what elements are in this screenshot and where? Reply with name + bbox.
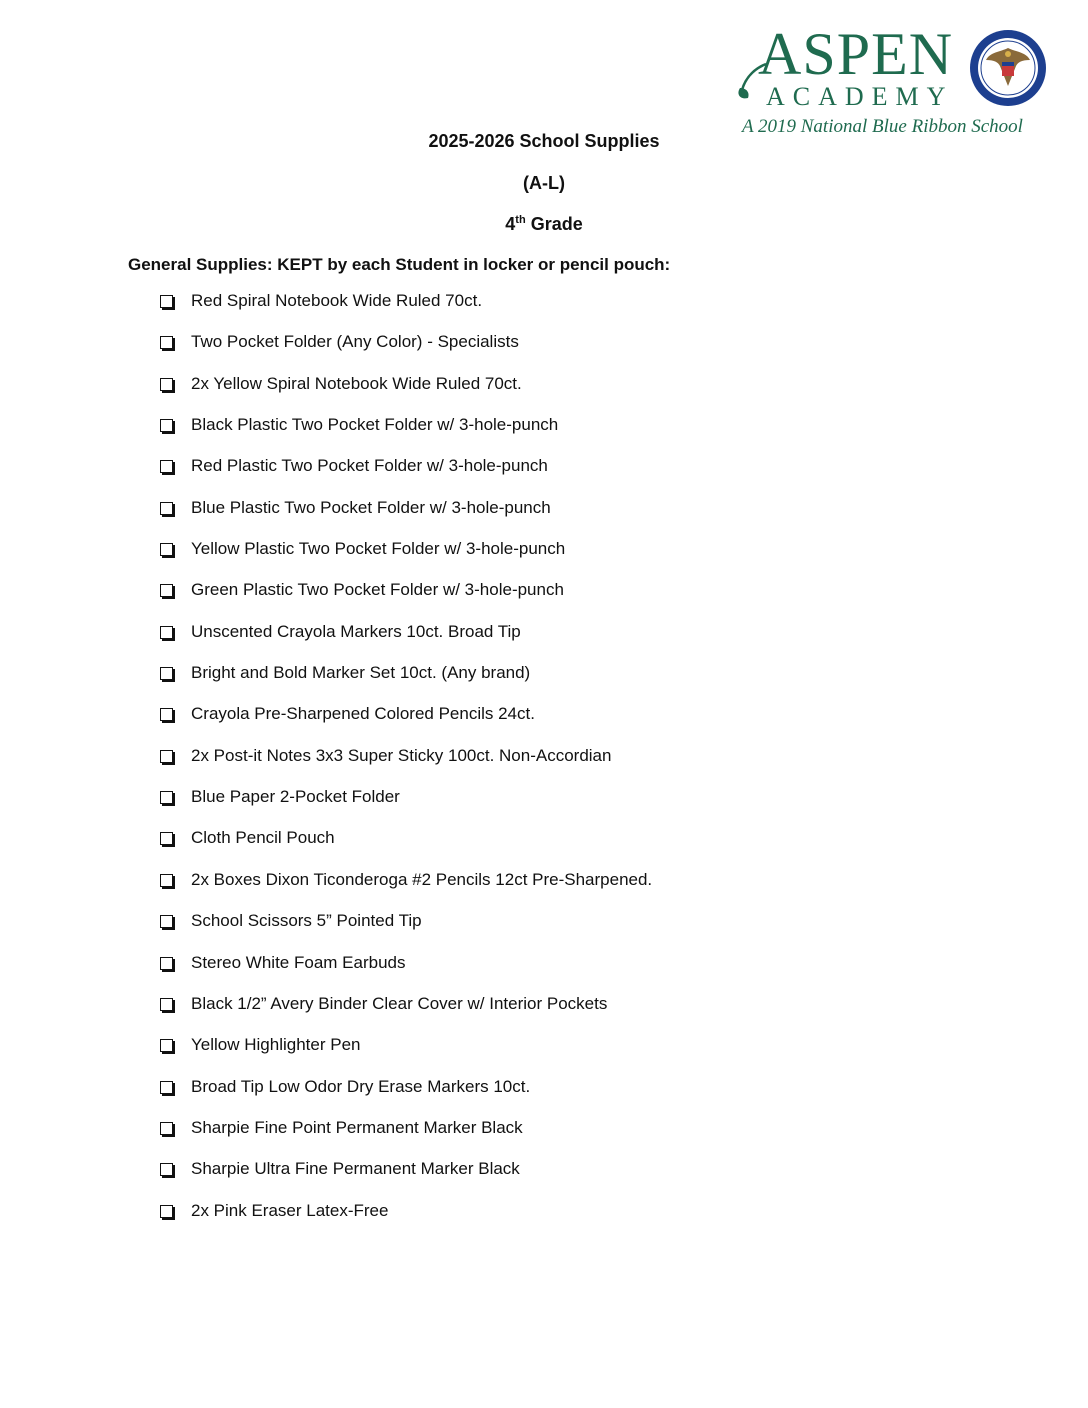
supply-item-label: 2x Pink Eraser Latex-Free bbox=[191, 1200, 389, 1220]
list-item bbox=[160, 909, 652, 950]
supply-item-label: School Scissors 5” Pointed Tip bbox=[191, 911, 422, 931]
checkbox-icon bbox=[160, 957, 173, 970]
supply-item-label: Broad Tip Low Odor Dry Erase Markers 10ct. bbox=[191, 1076, 531, 1096]
supply-item-label: Red Spiral Notebook Wide Ruled 70ct. bbox=[191, 291, 483, 310]
list-item bbox=[160, 372, 652, 413]
list-item bbox=[160, 289, 652, 330]
checkbox-icon bbox=[160, 584, 173, 597]
supply-item-label: Two Pocket Folder (Any Color) - Specialists bbox=[191, 332, 519, 352]
checkbox-icon bbox=[160, 1205, 173, 1218]
supply-item-label: Yellow Highlighter Pen bbox=[191, 1035, 361, 1055]
document-grade bbox=[0, 213, 1088, 235]
supply-item-label: Sharpie Fine Point Permanent Marker Black bbox=[191, 1117, 523, 1137]
grade-suffix: th bbox=[515, 214, 526, 226]
list-item bbox=[160, 744, 652, 785]
list-item bbox=[160, 620, 652, 661]
section-heading: General Supplies: KEPT by each Student in locker or pencil pouch: bbox=[128, 255, 671, 274]
list-item bbox=[160, 537, 652, 578]
checkbox-icon bbox=[160, 667, 173, 680]
checkbox-icon bbox=[160, 378, 173, 391]
checkbox-icon bbox=[160, 832, 173, 845]
list-item bbox=[160, 702, 652, 743]
checkbox-icon bbox=[160, 502, 173, 515]
supply-item-label: Cloth Pencil Pouch bbox=[191, 828, 335, 848]
checkbox-icon bbox=[160, 295, 173, 308]
checkbox-icon bbox=[160, 543, 173, 556]
checkbox-icon bbox=[160, 626, 173, 639]
grade-number: 4 bbox=[505, 214, 516, 234]
list-item bbox=[160, 1116, 652, 1157]
supply-item-label: Bright and Bold Marker Set 10ct. (Any brand) bbox=[191, 663, 531, 683]
supply-item-label: Black Plastic Two Pocket Folder w/ 3-hole-punch bbox=[191, 415, 559, 435]
list-item bbox=[160, 1157, 652, 1198]
checkbox-icon bbox=[160, 1122, 173, 1135]
list-item bbox=[160, 826, 652, 867]
school-logo bbox=[736, 21, 1056, 140]
logo-subname: ACADEMY bbox=[766, 82, 954, 111]
checkbox-icon bbox=[160, 708, 173, 721]
supply-list bbox=[160, 289, 652, 1240]
list-item bbox=[160, 1033, 652, 1074]
list-item bbox=[160, 496, 652, 537]
checkbox-icon bbox=[160, 460, 173, 473]
logo-name: ASPEN bbox=[758, 21, 954, 87]
checkbox-icon bbox=[160, 336, 173, 349]
checkbox-icon bbox=[160, 998, 173, 1011]
grade-word: Grade bbox=[530, 214, 583, 234]
supply-item-label: Green Plastic Two Pocket Folder w/ 3-hole-punch bbox=[191, 580, 564, 600]
supply-item-label: Unscented Crayola Markers 10ct. Broad Tip bbox=[191, 621, 521, 641]
list-item bbox=[160, 413, 652, 454]
list-item bbox=[160, 661, 652, 702]
supply-item-label: Blue Paper 2-Pocket Folder bbox=[191, 787, 400, 807]
document-range: (A-L) bbox=[523, 173, 565, 193]
checkbox-icon bbox=[160, 915, 173, 928]
supply-item-label: Sharpie Ultra Fine Permanent Marker Black bbox=[191, 1159, 520, 1179]
checkbox-icon bbox=[160, 791, 173, 804]
list-item bbox=[160, 785, 652, 826]
logo-tagline: A 2019 National Blue Ribbon School bbox=[742, 116, 1023, 137]
supply-item-label: 2x Boxes Dixon Ticonderoga #2 Pencils 12ct Pre-Sharpened. bbox=[191, 869, 653, 889]
checkbox-icon bbox=[160, 1163, 173, 1176]
list-item bbox=[160, 951, 652, 992]
checkbox-icon bbox=[160, 874, 173, 887]
list-item bbox=[160, 1075, 652, 1116]
supply-item-label: 2x Post-it Notes 3x3 Super Sticky 100ct. Non-Accordian bbox=[191, 745, 612, 765]
list-item bbox=[160, 578, 652, 619]
checkbox-icon bbox=[160, 1081, 173, 1094]
supply-item-label: Black 1/2” Avery Binder Clear Cover w/ Interior Pockets bbox=[191, 993, 608, 1013]
list-item bbox=[160, 330, 652, 371]
supply-item-label: Blue Plastic Two Pocket Folder w/ 3-hole-punch bbox=[191, 497, 551, 517]
list-item bbox=[160, 868, 652, 909]
document-title: 2025-2026 School Supplies bbox=[428, 131, 660, 151]
supply-item-label: Red Plastic Two Pocket Folder w/ 3-hole-punch bbox=[191, 456, 548, 476]
supply-item-label: Crayola Pre-Sharpened Colored Pencils 24ct. bbox=[191, 704, 535, 724]
list-item bbox=[160, 454, 652, 495]
list-item bbox=[160, 1199, 652, 1240]
checkbox-icon bbox=[160, 419, 173, 432]
checkbox-icon bbox=[160, 1039, 173, 1052]
supply-item-label: 2x Yellow Spiral Notebook Wide Ruled 70ct. bbox=[191, 373, 522, 393]
list-item bbox=[160, 992, 652, 1033]
supply-item-label: Stereo White Foam Earbuds bbox=[191, 952, 406, 972]
checkbox-icon bbox=[160, 750, 173, 763]
blue-ribbon-seal-icon bbox=[968, 28, 1048, 108]
supply-item-label: Yellow Plastic Two Pocket Folder w/ 3-hole-punch bbox=[191, 539, 566, 559]
